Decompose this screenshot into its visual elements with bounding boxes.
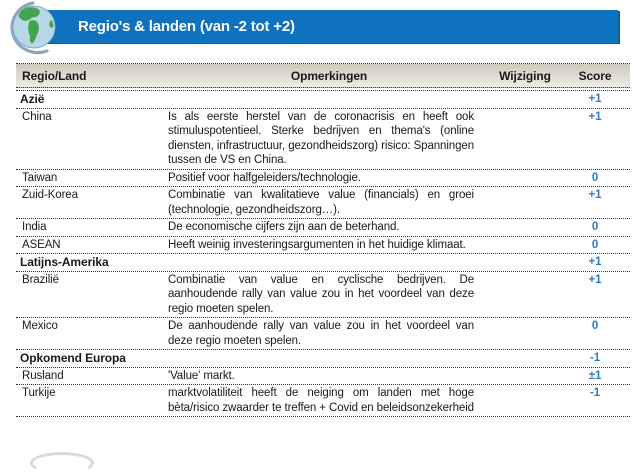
table-row xyxy=(16,236,630,254)
region-cell: Azië xyxy=(20,92,45,106)
score-cell: 0 xyxy=(591,171,599,184)
score-cell: -1 xyxy=(589,387,601,399)
region-cell: Opkomend Europa xyxy=(20,351,126,365)
remarks-cell: Combinatie van value en cyclische bedrijven. De aanhoudende rally van value zou in het voordeel van deze regio moeten spelen. xyxy=(168,273,474,315)
column-header-score: Score xyxy=(578,68,612,83)
table-row xyxy=(16,253,630,271)
globe-icon xyxy=(5,1,61,57)
region-cell: ASEAN xyxy=(22,238,61,251)
remarks-cell: Combinatie van kwalitatieve value (financials) en groei (technologie, gezondheidszorg…). xyxy=(168,189,474,216)
table-row xyxy=(16,218,630,236)
region-cell: China xyxy=(22,110,52,123)
score-cell: -1 xyxy=(589,352,601,364)
table-row xyxy=(16,271,630,318)
remarks-cell: Is als eerste herstel van de coronacrisis en heeft ook stimuluspotentieel. Sterke bedrijven en thema's (online diensten, infrastructuur, gezondheidszorg) risico: Spanningen tussen de VS en China. xyxy=(168,110,474,166)
column-header-regio-land: Regio/Land xyxy=(22,68,87,83)
table-row xyxy=(16,384,630,416)
region-cell: India xyxy=(22,221,47,233)
score-cell: +1 xyxy=(588,189,602,201)
remarks-cell: De economische cijfers zijn aan de beterhand. xyxy=(168,221,400,233)
table-row xyxy=(16,169,630,187)
region-cell: Mexico xyxy=(22,320,58,332)
table-body xyxy=(16,90,630,417)
table-row xyxy=(16,108,630,169)
table-row xyxy=(16,90,630,108)
table-row xyxy=(16,367,630,385)
score-cell: +1 xyxy=(588,110,602,123)
region-cell: Rusland xyxy=(22,369,64,382)
table-row xyxy=(16,349,630,367)
region-cell: Zuid-Korea xyxy=(22,189,78,201)
column-header-opmerkingen: Opmerkingen xyxy=(290,68,368,83)
remarks-cell: Heeft weinig investeringsargumenten in het huidige klimaat. xyxy=(168,238,466,251)
section-title: Regio's & landen (van -2 tot +2) xyxy=(78,18,295,35)
score-cell: 0 xyxy=(591,320,599,332)
table-row xyxy=(16,186,630,218)
region-cell: Latijns-Amerika xyxy=(20,255,109,269)
region-cell: Taiwan xyxy=(22,171,58,184)
partial-globe-icon xyxy=(30,452,94,474)
remarks-cell: De aanhoudende rally van value zou in het voordeel van deze regio moeten spelen. xyxy=(168,320,474,347)
score-cell: 0 xyxy=(591,221,599,233)
regions-table xyxy=(16,63,630,417)
remarks-cell: Positief voor halfgeleiders/technologie. xyxy=(168,171,361,184)
table-header-row xyxy=(16,63,630,88)
score-cell: 0 xyxy=(591,238,599,251)
table-row xyxy=(16,317,630,349)
remarks-cell: marktvolatiliteit heeft de neiging om landen met hoge bèta/risico zwaarder te treffen + Covid en beleidsonzekerheid xyxy=(168,387,474,414)
score-cell: +1 xyxy=(588,256,602,268)
score-cell: +1 xyxy=(588,273,602,286)
column-header-wijziging: Wijziging xyxy=(499,68,551,83)
remarks-cell: 'Value' markt. xyxy=(168,369,235,382)
score-cell: +1 xyxy=(588,93,602,105)
section-titlebar xyxy=(36,10,618,43)
score-cell: ±1 xyxy=(588,369,602,382)
region-cell: Turkije xyxy=(22,387,56,399)
region-cell: Brazilië xyxy=(22,273,59,286)
